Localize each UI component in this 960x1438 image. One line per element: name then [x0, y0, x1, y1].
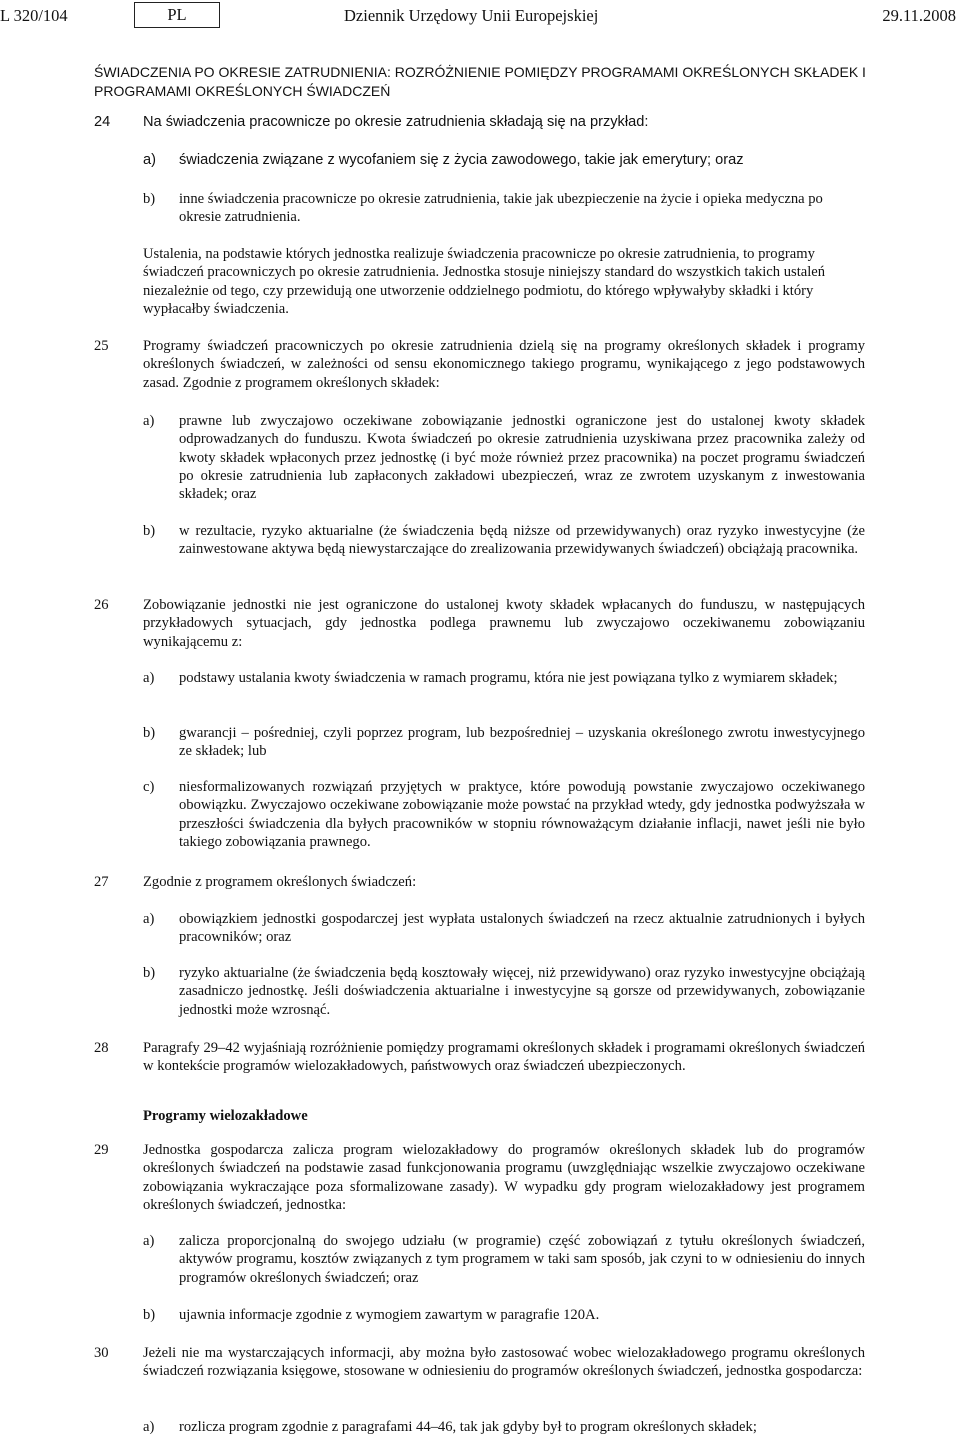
list-label: a): [143, 670, 155, 686]
list-text: ryzyko aktuarialne (że świadczenia będą kosztowały więcej, niż przewidywano) oraz ryzyko inwestycyjne obciążają zasadniczo jednostkę. Jeśli doświadczenia aktuarialne i inwestycyjne są gorsze od przewidywanych, zobowiązanie jednostki może wzrosnąć.: [179, 965, 865, 1018]
list-label: a): [143, 1233, 155, 1249]
page-header: [0, 2, 960, 32]
list-label: b): [143, 1307, 156, 1323]
paragraph-number: 25: [94, 338, 109, 354]
list-text: niesformalizowanych rozwiązań przyjętych w praktyce, które powodują powstanie zwyczajowo oczekiwanego obowiązku. Zwyczajowo oczekiwane zobowiązanie może powstać na przykład wtedy, gdy jednostka podwyższała w przeszłości świadczenia dla byłych pracowników w stopniu równoważącym działanie inflacji, nawet jeśli nie było takiego zobowiązania prawnego.: [179, 779, 865, 850]
paragraph-text: Paragrafy 29–42 wyjaśniają rozróżnienie pomiędzy programami określonych składek i programami określonych świadczeń w kontekście programów wielozakładowych, państwowych oraz świadczeń ubezpieczonych.: [143, 1040, 865, 1075]
list-label: a): [143, 413, 155, 429]
publication-date: 29.11.2008: [882, 6, 956, 25]
list-label: b): [143, 725, 156, 741]
paragraph-text: Zobowiązanie jednostki nie jest ograniczone do ustalonej kwoty składek wpłacanych do funduszu, w następujących przykładowych sytuacjach, gdy jednostka podlega prawnemu lub zwyczajowo oczekiwanemu zobowiązaniu wynikającemu z:: [143, 597, 865, 650]
paragraph-text: Jeżeli nie ma wystarczających informacji, aby można było zastosować wobec wielozakładowego programu określonych świadczeń rozwiązania księgowe, stosowane w odniesieniu do programów określonych świadczeń, jednostka gospodarcza:: [143, 1345, 865, 1380]
paragraph-text: Ustalenia, na podstawie których jednostka realizuje świadczenia pracownicze po okresie zatrudnienia, to programy świadczeń pracowniczych po okresie zatrudnienia. Jednostka stosuje niniejszy standard do wszystkich takich ustaleń niezależnie od tego, czy przewidują one utworzenie oddzielnego podmiotu, do którego wpływałyby składki i który wypłacałby świadczenia.: [143, 246, 826, 317]
paragraph-number: 27: [94, 874, 109, 890]
list-label: c): [143, 779, 155, 795]
list-text: rozlicza program zgodnie z paragrafami 44–46, tak jak gdyby był to program określonych składek;: [179, 1419, 757, 1435]
journal-title: Dziennik Urzędowy Unii Europejskiej: [344, 6, 599, 25]
language-badge: PL: [134, 2, 220, 28]
list-text: inne świadczenia pracownicze po okresie zatrudnienia, takie jak ubezpieczenie na życie i opieka medyczna po okresie zatrudnienia.: [179, 191, 823, 226]
paragraph-text: Programy świadczeń pracowniczych po okresie zatrudnienia dzielą się na programy określonych składek i programy określonych świadczeń, w zależności od sensu ekonomicznego takiego programu, wynikającego z jego podstawowych zasad. Zgodnie z programem określonych składek:: [143, 338, 865, 391]
paragraph-number: 28: [94, 1040, 109, 1056]
list-text: obowiązkiem jednostki gospodarczej jest wypłata ustalonych świadczeń na rzecz aktualnie zatrudnionych i byłych pracowników; oraz: [179, 911, 865, 946]
paragraph-text: Na świadczenia pracownicze po okresie zatrudnienia składają się na przykład:: [143, 114, 649, 130]
list-text: podstawy ustalania kwoty świadczenia w ramach programu, która nie jest powiązana tylko z wymiarem składek;: [179, 670, 838, 686]
list-text: ujawnia informacje zgodnie z wymogiem zawartym w paragrafie 120A.: [179, 1307, 600, 1323]
list-text: w rezultacie, ryzyko aktuarialne (że świadczenia będą niższe od przewidywanych) oraz ryzyko inwestycyjne (że zainwestowane aktywa będą niewystarczające do zrealizowania przewidywanych świadczeń) obciążają pracownika.: [179, 523, 865, 558]
document-page: L 320/104 PL Dziennik Urzędowy Unii Europejskiej 29.11.2008 ŚWIADCZENIA PO OKRESIE ZATRUDNIENIA: ROZRÓŻNIENIE POMIĘDZY PROGRAMAMI OKREŚLONYCH SKŁADEK I PROGRAMAMI OKREŚLONYCH ŚWIADCZEŃ 24 Na świadczenia pracownicze po okresie zatrudnienia składają się na przykład: a) świadczenia związane z wycofaniem się z życia zawodowego, takie jak emerytury; oraz b) inne świadczenia pracownicze po okresie zatrudnienia, takie jak ubezpieczenie na życie i opieka medyczna po okresie zatrudnienia. Ustalenia, na podstawie których jednostka realizuje świadczenia pracownicze po okresie zatrudnienia, to programy świadczeń pracowniczych po okresie zatrudnienia. Jednostka stosuje niniejszy standard do wszystkich takich ustaleń niezależnie od tego, czy przewidują one utworzenie oddzielnego podmiotu, do którego wpływałyby składki i który wypłacałby świadczenia. 25 Programy świadczeń pracowniczych po okresie zatrudnienia dzielą się na programy określonych składek i programy określonych świadczeń, w zależności od sensu ekonomicznego takiego programu, wynikającego z jego podstawowych zasad. Zgodnie z programem określonych składek: a) prawne lub zwyczajowo oczekiwane zobowiązanie jednostki ograniczone jest do ustalonej kwoty składek odprowadzanych do funduszu. Kwota świadczeń po okresie zatrudnienia uzyskiwana przez pracownika zależy od kwoty składek wpłaconych przez jednostkę (i być może również przez pracownika) na poczet programu świadczeń po okresie zatrudnienia lub zapłaconych zakładowi ubezpieczeń, wraz ze zwrotem uzyskanym z inwestowania składek; oraz b) w rezultacie, ryzyko aktuarialne (że świadczenia będą niższe od przewidywanych) oraz ryzyko inwestycyjne (że zainwestowane aktywa będą niewystarczające do zrealizowania przewidywanych świadczeń) obciążają pracownika. 26 Zobowiązanie jednostki nie jest ograniczone do ustalonej kwoty składek wpłacanych do funduszu, w następujących przykładowych sytuacjach, gdy jednostka podlega prawnemu lub zwyczajowo oczekiwanemu zobowiązaniu wynikającemu z: a) podstawy ustalania kwoty świadczenia w ramach programu, która nie jest powiązana tylko z wymiarem składek; b) gwarancji – pośredniej, czyli poprzez program, lub bezpośredniej – uzyskania określonego zwrotu inwestycyjnego ze składek; lub c) niesformalizowanych rozwiązań przyjętych w praktyce, które powodują powstanie zwyczajowo oczekiwanego obowiązku. Zwyczajowo oczekiwane zobowiązanie może powstać na przykład wtedy, gdy jednostka podwyższała w przeszłości świadczenia dla byłych pracowników w stopniu równoważącym działanie inflacji, nawet jeśli nie było takiego zobowiązania prawnego. 27 Zgodnie z programem określonych świadczeń: a) obowiązkiem jednostki gospodarczej jest wypłata ustalonych świadczeń na rzecz aktualnie zatrudnionych i byłych pracowników; oraz b) ryzyko aktuarialne (że świadczenia będą kosztowały więcej, niż przewidywano) oraz ryzyko inwestycyjne obciążają zasadniczo jednostkę. Jeśli doświadczenia aktuarialne i inwestycyjne są gorsze od przewidywanych, zobowiązanie jednostki może wzrosnąć. 28 Paragrafy 29–42 wyjaśniają rozróżnienie pomiędzy programami określonych składek i programami określonych świadczeń w kontekście programów wielozakładowych, państwowych oraz świadczeń ubezpieczonych. Programy wielozakładowe 29 Jednostka gospodarcza zalicza program wielozakładowy do programów określonych składek lub do programów określonych świadczeń na podstawie zasad funkcjonowania programu (uwzględniając wszelkie zwyczajowo oczekiwane zobowiązania wykraczające poza sformalizowane zasady). W wypadku gdy program wielozakładowy jest programem określonych świadczeń, jednostka: a) zalicza proporcjonalną do swojego udziału (w programie) część zobowiązań z tytułu określonych świadczeń, aktywów programu, kosztów związanych z tym programem w taki sam sposób, jak czyni to w odniesieniu do innych programów określonych świadczeń; oraz b) ujawnia informacje zgodnie z wymogiem zawartym w paragrafie 120A. 30 Jeżeli nie ma wystarczających informacji, aby można było zastosować wobec wielozakładowego programu określonych świadczeń rozwiązania księgowe, stosowane w odniesieniu do programów określonych świadczeń, jednostka gospodarcza: a) rozlicza program zgodnie z paragrafami 44–46, tak jak gdyby był to program określonych składek;: [0, 0, 960, 1438]
paragraph-text: Jednostka gospodarcza zalicza program wielozakładowy do programów określonych składek lub do programów określonych świadczeń na podstawie zasad funkcjonowania programu (uwzględniając wszelkie zwyczajowo oczekiwane zobowiązania wykraczające poza sformalizowane zasady). W wypadku gdy program wielozakładowy jest programem określonych świadczeń, jednostka:: [143, 1142, 865, 1213]
list-text: świadczenia związane z wycofaniem się z życia zawodowego, takie jak emerytury; oraz: [179, 152, 744, 168]
list-label: b): [143, 523, 156, 539]
list-text: prawne lub zwyczajowo oczekiwane zobowiązanie jednostki ograniczone jest do ustalonej kwoty składek odprowadzanych do funduszu. Kwota świadczeń po okresie zatrudnienia uzyskiwana przez pracownika zależy od kwoty składek wpłaconych przez jednostkę (i być może również przez pracownika) na poczet programu świadczeń po okresie zatrudnienia lub zapłaconych zakładowi ubezpieczeń, wraz ze zwrotem uzyskanym z inwestowania składek; oraz: [179, 413, 865, 503]
paragraph-number: 29: [94, 1142, 109, 1158]
list-text: gwarancji – pośredniej, czyli poprzez program, lub bezpośredniej – uzyskania określonego zwrotu inwestycyjnego ze składek; lub: [179, 725, 865, 760]
list-label: b): [143, 965, 156, 981]
list-text: zalicza proporcjonalną do swojego udziału (w programie) część zobowiązań z tytułu określonych świadczeń, aktywów programu, kosztów związanych z tym programem w taki sam sposób, jak czyni to w odniesieniu do innych programów określonych świadczeń; oraz: [179, 1233, 865, 1286]
paragraph-number: 30: [94, 1345, 109, 1361]
paragraph-number: 26: [94, 597, 109, 613]
list-label: a): [143, 152, 156, 168]
list-label: b): [143, 191, 156, 207]
paragraph-number: 24: [94, 114, 111, 130]
list-label: a): [143, 911, 155, 927]
page-reference: L 320/104: [0, 6, 68, 25]
paragraph-text: Zgodnie z programem określonych świadczeń:: [143, 874, 417, 890]
list-label: a): [143, 1419, 155, 1435]
